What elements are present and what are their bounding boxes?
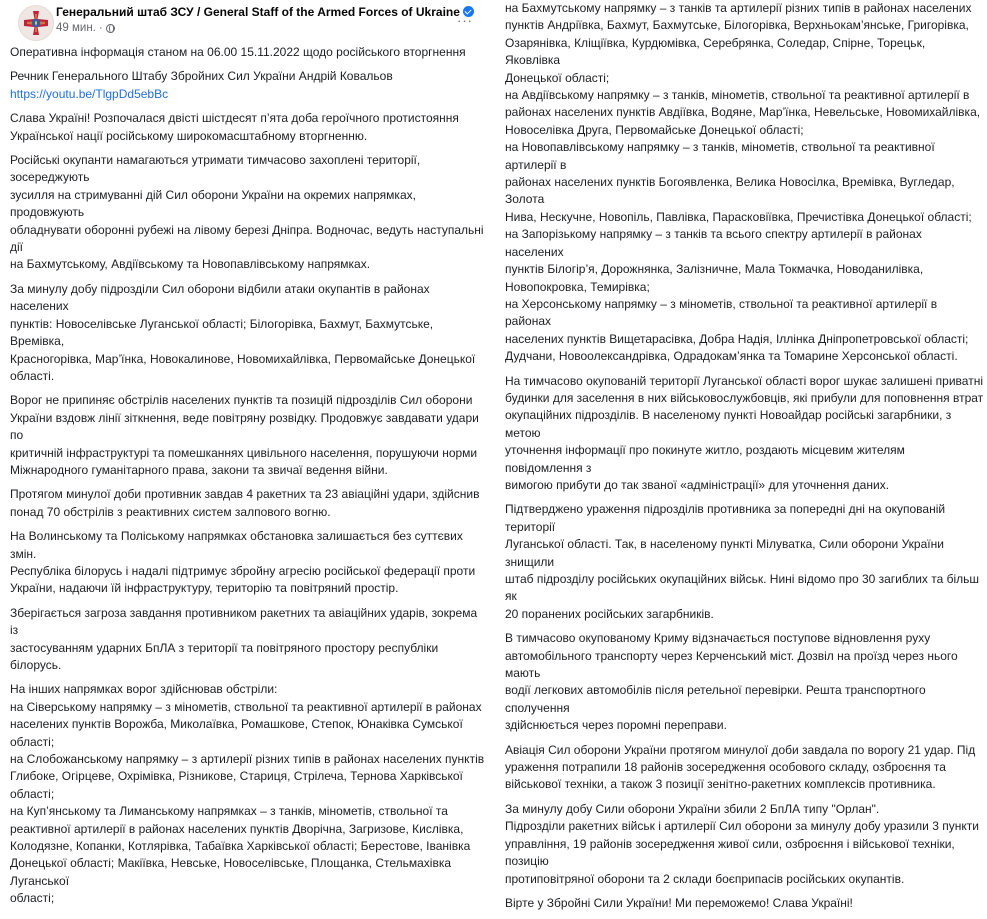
paragraph-line: штаб підрозділу російських окупаційних військ. Нині відомо про 30 загиблих та більш як [505,572,980,604]
paragraph-line: України вздовж лінії зіткнення, веде повітряну розвідку. Продовжує завдавати удари по [10,410,479,443]
post-paragraph [10,605,484,675]
paragraph-line: на Слобожанському напрямку – з артилерії різних типів в районах населених пунктів [10,752,485,767]
paragraph-line: на Новопавлівському напрямку – з танків, мінометів, ствольної та реактивної артилерії в [505,140,935,172]
paragraph-line: Озарянівка, Кліщіївка, Курдюмівка, Серебрянка, Соледар, Спірне, Торецьк, Яковлівка [505,35,926,68]
paragraph-line: Слава Україні! Розпочалася двісті шістдесят п’ята доба героїчного протистояння [10,111,459,126]
paragraph-line: України, надаючи їй інфраструктуру, територію та повітряний простір. [10,581,399,596]
post-paragraph [10,281,484,385]
post-paragraph [10,681,484,907]
post-header [10,0,484,44]
post-column-right [495,0,987,919]
post-paragraph [10,528,484,598]
paragraph-line: на Бахмутському напрямку – з танків та артилерії різних типів в районах населених [505,1,972,15]
paragraph-line: на Бахмутському, Авдіївському та Новопавлівському напрямках. [10,257,371,272]
spokesman-block [10,68,484,103]
paragraph-line: Дудчани, Новоолександрівка, Одрадокам’янка та Томарине Херсонської області. [505,349,958,364]
paragraph-line: управління, 19 районів зосередження живої сили, озброєння і військової техніки, позицію [505,836,955,869]
video-link[interactable]: https://youtu.be/TlgpDd5ebBc [10,86,169,101]
paragraph-line: Новопокровка, Темирівка; [505,279,650,294]
paragraph-line: За минулу добу Сили оборони України збили 2 БпЛА типу "Орлан". [505,801,880,816]
paragraph-line: на Херсонському напрямку – з мінометів, ствольної та реактивної артилерії в районах [505,296,938,329]
paragraph-line: На Волинському та Поліському напрямках обстановка залишається без суттєвих змін. [10,529,463,561]
paragraph-line: окупаційних підрозділів. В населеному пункті Новоайдар російські загарбники, з метою [505,408,952,440]
paragraph-line: Вірте у Збройні Сили України! Ми переможемо! Слава Україні! [505,895,853,910]
paragraph-line: на Авдіївському напрямку – з танків, мінометів, ствольної та реактивної артилерії в [505,88,970,103]
paragraph-line: протиповітряної оборони та 2 склади боєприпасів російських окупантів. [505,871,905,886]
paragraph-line: пунктів Андріївка, Бахмут, Бахмутське, Білогорівка, Верхньокам’янське, Григорівка, [505,18,969,33]
post-meta [56,22,115,34]
paragraph-line: понад 70 обстрілів з реактивних систем залпового вогню. [10,504,331,519]
post-paragraph [505,373,984,495]
paragraph-line: Колодязне, Копанки, Котлярівка, Табаївка Харківської області; Берестове, Іванівка [10,839,471,854]
paragraph-line: районах населених пунктів Богоявленка, Велика Новосілка, Времівка, Вугледар, Золота [505,175,955,207]
paragraph-line: уточнення інформації про покинуте житло, роздають місцевим жителям повідомлення з [505,443,905,475]
paragraph-line: на Запорізькому напрямку – з танків та всього спектру артилерії в районах населених [505,227,922,259]
post-paragraph [10,392,484,479]
paragraph-line: За минулу добу підрозділи Сил оборони відбили атаки окупантів в районах населених [10,281,430,314]
paragraph-line: Української нації російському широкомасштабному вторгненню. [10,128,368,143]
post-paragraph [10,110,484,145]
paragraph-line: пунктів: Новоселівське Луганської області; Білогорівка, Бахмут, Бахмутське, Времівка, [10,316,434,349]
page-name-text[interactable]: Генеральний штаб ЗСУ / General Staff of the Armed Forces of Ukraine [56,5,460,19]
paragraph-line: застосуванням ударних БпЛА з території та повітряного простору республіки білорусь. [10,640,439,672]
paragraph-line: Підрозділи ракетних військ і артилерії Сил оборони за минулу добу уразили 3 пункти [505,819,979,834]
paragraph-line: Авіація Сил оборони України протягом минулої доби завдала по ворогу 21 удар. Під [505,742,976,757]
post-paragraph [505,0,981,366]
paragraph-line: Донецької області; Макіївка, Невське, Новоселівське, Площанка, Стельмахівка Луганської [10,856,452,888]
paragraph-line: населених пунктів Ворожба, Миколаївка, Ромашкове, Степок, Юнаківка Сумської області; [10,717,463,749]
paragraph-line: критичній інфраструктурі та помешканнях цивільного населення, порушуючи норми [10,445,478,460]
paragraph-line: вимогою прибути до так званої «адміністрації» для уточнення даних. [505,477,890,492]
post-paragraph [505,895,981,912]
paragraph-line: будинки для заселення в них військовослужбовців, які прибули для поповнення втрат [505,390,984,405]
paragraph-line: реактивної артилерії в районах населених пунктів Дворічна, Загризове, Кислівка, [10,821,464,836]
meta-separator: · [98,22,103,34]
paragraph-line: Ворог не припиняє обстрілів населених пунктів та позицій підрозділів Сил оборони [10,393,473,408]
military-cross-emblem-icon [22,9,50,37]
paragraph-line: на Куп’янському та Лиманському напрямках – з танків, мінометів, ствольної та [10,804,448,819]
globe-icon[interactable] [106,24,115,33]
paragraph-line: Нива, Нескучне, Новопіль, Павлівка, Парасковіївка, Пречистівка Донецької області; [505,209,972,224]
paragraph-line: зусилля на стримуванні дій Сил оборони України на окремих напрямках, продовжують [10,187,416,220]
paragraph-line: Красногорівка, Мар’їнка, Новокалинове, Новомихайлівка, Первомайське Донецької [10,351,476,366]
post-paragraph [10,486,484,521]
paragraph-line: ураження потрапили 18 районів зосередження особового складу, озброєння та [505,760,946,775]
more-options-button[interactable] [454,14,476,28]
paragraph-line: обладнувати оборонні рубежі на лівому березі Дніпра. Водночас, ведуть наступальні дії [10,222,484,255]
paragraph-line: області; [10,891,55,906]
paragraph-line: населених пунктів Вищетарасівка, Добра Надія, Іллінка Дніпропетровської області; [505,331,969,346]
post-time[interactable]: 49 мин. [56,22,96,34]
post-paragraph [505,501,981,623]
page-avatar[interactable] [18,5,54,41]
paragraph-line: автомобільного транспорту через Керченський міст. Дозвіл на проїзд через нього мають [505,648,958,681]
paragraph-line: водії легкових автомобілів після ретельної перевірки. Решта транспортного сполучення [505,683,926,715]
paragraph-line: Республіка білорусь і надалі підтримує збройну агресію російської федерації проти [10,563,476,578]
paragraph-line: Новоселівка Друга, Первомайське Донецької області; [505,122,804,137]
paragraph-line: На інших напрямках ворог здійснював обстріли: [10,682,278,697]
post-paragraph [10,152,484,274]
paragraph-line: На тимчасово окупованій території Луганської області ворог шукає залишені приватні [505,373,983,388]
paragraph-line: Луганської області. Так, в населеному пункті Мілуватка, Сили оборони України знищили [505,537,944,569]
paragraph-line: Протягом минулої доби противник завдав 4 ракетних та 23 авіаційні удари, здійснив [10,487,480,502]
paragraph-line: на Сіверському напрямку – з мінометів, ствольної та реактивної артилерії в районах [10,699,482,714]
page-name[interactable] [56,5,460,19]
paragraph-line: здійснюється через поромні переправи. [505,718,727,733]
paragraph-line: 20 поранених російських загарбників. [505,606,714,621]
paragraph-line: області. [10,368,55,383]
post-paragraph [505,630,981,734]
paragraph-line: Глибоке, Огірцеве, Охрімівка, Різникове, Стариця, Стрілеча, Тернова Харківської області; [10,769,463,801]
paragraph-line: Зберігається загроза завдання противником ракетних та авіаційних ударів, зокрема із [10,605,478,638]
spokesman-line: Речник Генерального Штабу Збройних Сил України Андрій Ковальов [10,69,393,84]
post-paragraph [505,801,981,888]
post-paragraph [505,742,981,794]
paragraph-line: Міжнародного гуманітарного права, закони та звичаї ведення війни. [10,462,388,477]
paragraph-line: Російські окупанти намагаються утримати тимчасово захоплені території, зосереджують [10,153,421,185]
more-horizontal-icon: ··· [457,13,473,28]
paragraph-line: Підтверджено ураження підрозділів противника за попередні дні на окупованій території [505,502,946,534]
paragraph-line: В тимчасово окупованому Криму відзначається поступове відновлення руху [505,631,931,646]
paragraph-line: Донецької області; [505,70,610,85]
post-title [10,44,484,61]
left-paragraphs [10,110,484,907]
paragraph-line: військової техніки, а також 3 позиції зенітно-ракетних комплексів противника. [505,777,936,792]
title-line: Оперативна інформація станом на 06.00 15.11.2022 щодо російського вторгнення [10,45,466,59]
paragraph-line: районах населених пунктів Авдіївка, Водяне, Мар’їнка, Невельське, Новомихайлівка, [505,105,981,120]
right-paragraphs [505,0,984,912]
post-column-left [0,0,490,915]
paragraph-line: пунктів Білогір’я, Дорожнянка, Залізничне, Мала Токмачка, Новоданилівка, [505,262,924,277]
